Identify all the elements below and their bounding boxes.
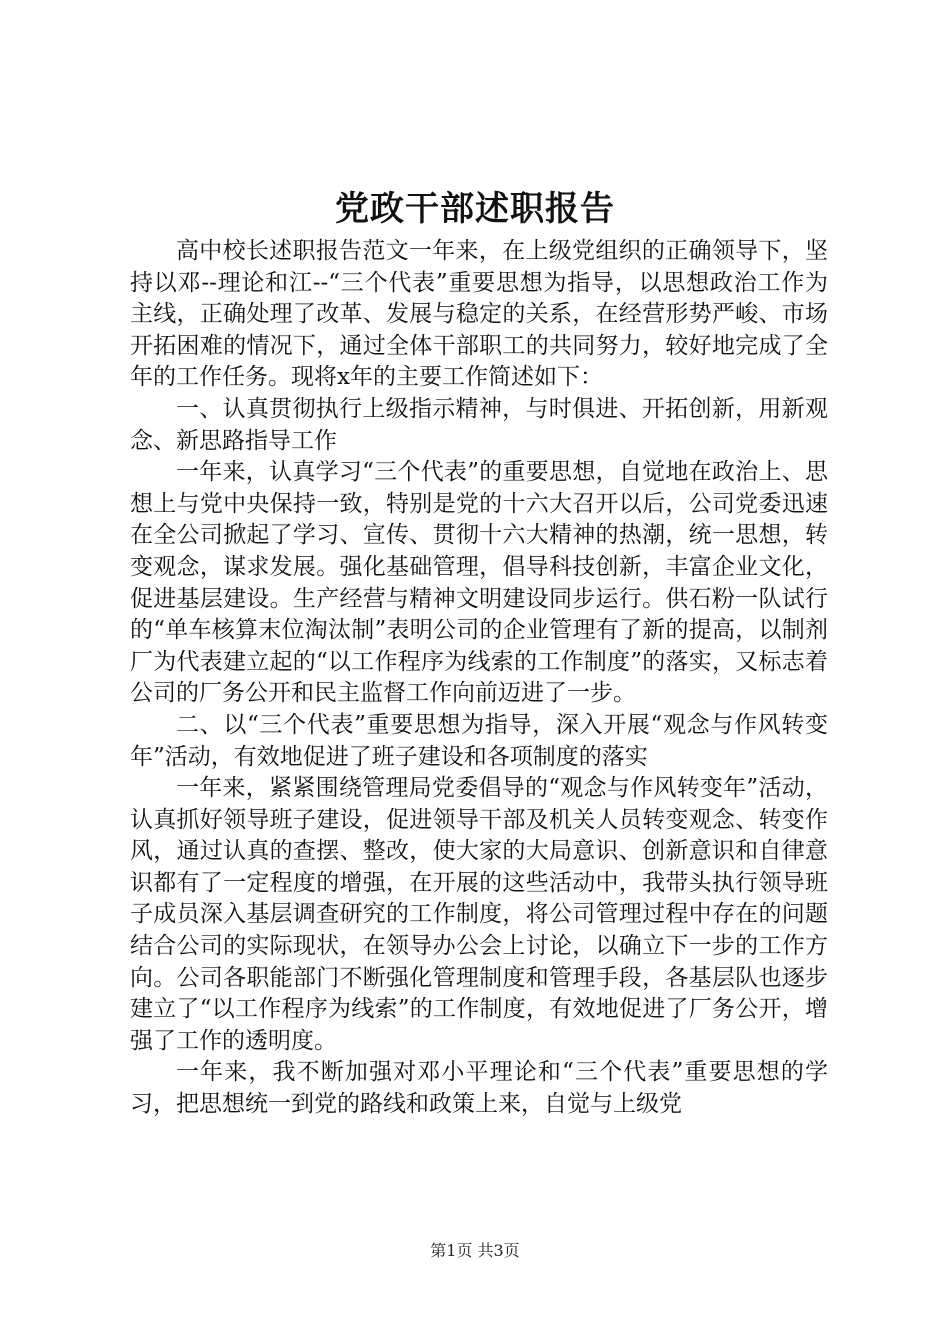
page-footer: 第1页 共3页 [430,1241,520,1260]
paragraph-continued: 一年来，我不断加强对邓小平理论和“三个代表”重要思想的学习，把思想统一到党的路线和政策上来，自觉与上级党 [130,1059,828,1118]
document-title: 党政干部述职报告 [335,189,615,229]
section-heading-2: 二、以“三个代表”重要思想为指导，深入开展“观念与作风转变年”活动，有效地促进了班子建设和各项制度的落实 [130,711,828,770]
document-body [130,236,828,1121]
paragraph-section-1: 一年来，认真学习“三个代表”的重要思想，自觉地在政治上、思想上与党中央保持一致，特别是党的十六大召开以后，公司党委迅速在全公司掀起了学习、宣传、贯彻十六大精神的热潮，统一思想，转变观念，谋求发展。强化基础管理，倡导科技创新，丰富企业文化，促进基层建设。生产经营与精神文明建设同步运行。供石粉一队试行的“单车核算末位淘汰制”表明公司的企业管理有了新的提高，以制剂厂为代表建立起的“以工作程序为线索的工作制度”的落实，又标志着公司的厂务公开和民主监督工作向前迈进了一步。 [130,459,828,707]
paragraph-section-2: 一年来，紧紧围绕管理局党委倡导的“观念与作风转变年”活动，认真抓好领导班子建设，促进领导干部及机关人员转变观念、转变作风，通过认真的查摆、整改，使大家的大局意识、创新意识和自律意识都有了一定程度的增强，在开展的这些活动中，我带头执行领导班子成员深入基层调查研究的工作制度，将公司管理过程中存在的问题结合公司的实际现状，在领导办公会上讨论，以确立下一步的工作方向。公司各职能部门不断强化管理制度和管理手段，各基层队也逐步建立了“以工作程序为线索”的工作制度，有效地促进了厂务公开，增强了工作的透明度。 [130,775,828,1054]
section-heading-1: 一、认真贯彻执行上级指示精神，与时俱进、开拓创新，用新观念、新思路指导工作 [130,395,828,454]
paragraph-intro: 高中校长述职报告范文一年来，在上级党组织的正确领导下，坚持以邓--理论和江--“三个代表”重要思想为指导，以思想政治工作为主线，正确处理了改革、发展与稳定的关系，在经营形势严峻、市场开拓困难的情况下，通过全体干部职工的共同努力，较好地完成了全年的工作任务。现将x年的主要工作简述如下： [130,238,828,391]
